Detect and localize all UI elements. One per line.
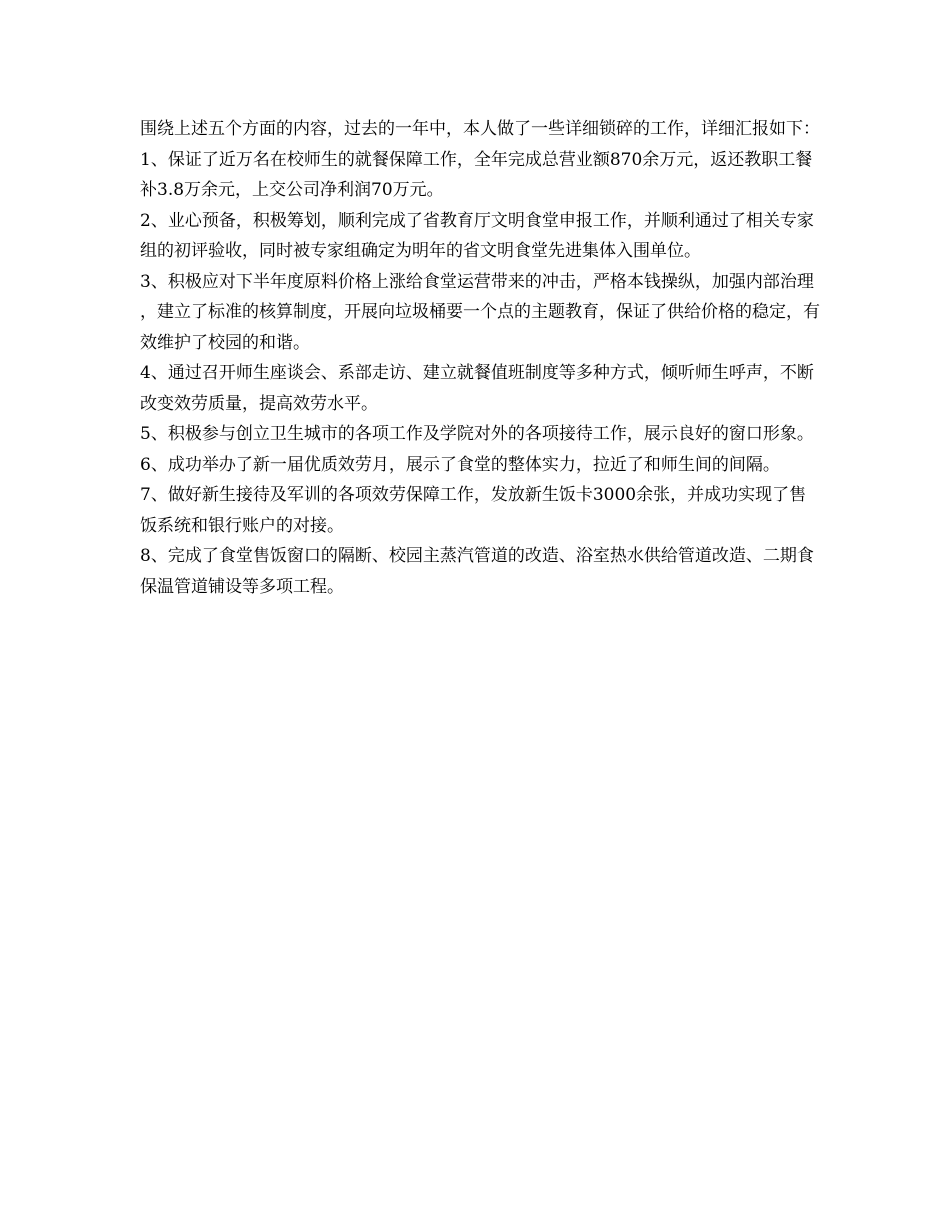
item-paragraph-5: 5、积极参与创立卫生城市的各项工作及学院对外的各项接待工作，展示良好的窗口形象。 [140,424,814,444]
item-paragraph-2: 2、业心预备，积极筹划，顺利完成了省教育厅文明食堂申报工作，并顺利通过了相关专家组的初评验收，同时被专家组确定为明年的省文明食堂先进集体入围单位。 [140,210,814,261]
item-paragraph-7: 7、做好新生接待及军训的各项效劳保障工作，发放新生饭卡3000余张，并成功实现了售饭系统和银行账户的对接。 [140,485,807,536]
item-paragraph-1: 1、保证了近万名在校师生的就餐保障工作，全年完成总营业额870余万元，返还教职工餐补3.8万余元，上交公司净利润70万元。 [140,149,813,200]
intro-paragraph: 围绕上述五个方面的内容，过去的一年中，本人做了一些详细锁碎的工作，详细汇报如下： [140,119,820,139]
item-paragraph-3: 3、积极应对下半年度原料价格上涨给食堂运营带来的冲击，严格本钱操纵，加强内部治理，建立了标准的核算制度，开展向垃圾桶要一个点的主题教育，保证了供给价格的稳定，有效维护了校园的和谐。 [140,271,820,353]
item-paragraph-8: 8、完成了食堂售饭窗口的隔断、校园主蒸汽管道的改造、浴室热水供给管道改造、二期食保温管道铺设等多项工程。 [140,546,814,597]
item-paragraph-6: 6、成功举办了新一届优质效劳月，展示了食堂的整体实力，拉近了和师生间的间隔。 [140,454,780,475]
item-paragraph-4: 4、通过召开师生座谈会、系部走访、建立就餐值班制度等多种方式，倾听师生呼声，不断改变效劳质量，提高效劳水平。 [140,363,814,414]
document-body [140,114,822,602]
